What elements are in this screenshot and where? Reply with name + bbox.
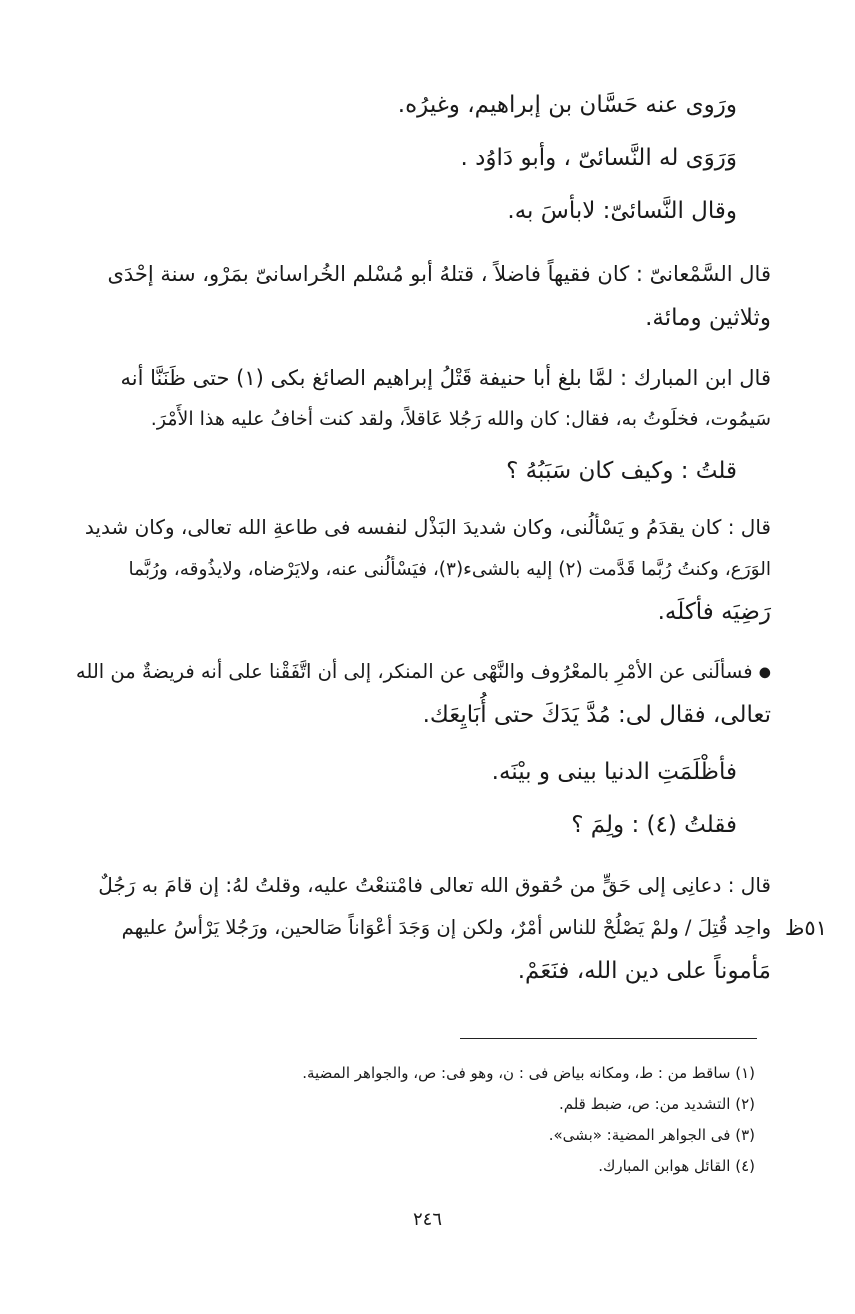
footnote: (٢) التشديد من: ص، ضبط قلم. xyxy=(558,1095,755,1113)
text-line: الوَرَع، وكنتُ رُبَّما قَدَّمت (٢) إليه بالشىء(٣)، فيَسْألُنى عنه، ولايَرْضاه، ولايذُوقه، ورُبَّما xyxy=(128,559,771,580)
text-line xyxy=(76,657,771,688)
footnote: (٣) فى الجواهر المضية: «بشى». xyxy=(548,1126,755,1144)
text-line: وَرَوَى له النَّسائىّ ، وأبو دَاوُد . xyxy=(460,145,737,171)
footnote-divider xyxy=(460,1038,757,1039)
text-line: وثلاثين ومائة. xyxy=(645,305,771,331)
footnote: (٤) القائل هوابن المبارك. xyxy=(598,1157,755,1175)
text-line: واحِد قُتِلَ / ولمْ يَصْلُحْ للناس أمْرٌ، ولكن إن وَجَدَ أعْوَاناً صَالحين، ورَجُلا يَرْأسُ عليهم xyxy=(121,916,771,939)
text-line: قال : دعانِى إلى حَقٍّ من حُقوق الله تعالى فامْتنعْتُ عليه، وقلتُ لهُ: إن قامَ به رَجُلٌ xyxy=(98,873,771,897)
text-line: رَضِيَه فأكلَه. xyxy=(657,599,771,625)
text-line: وقال النَّسائىّ: لابأسَ به. xyxy=(507,198,737,224)
text-line: مَأموناً على دين الله، فنَعَمْ. xyxy=(517,958,771,984)
text-line: ورَوى عنه حَسَّان بن إبراهيم، وغيرُه. xyxy=(397,92,737,118)
text-line: سَيمُوت، فخلَوتُ به، فقال: كان والله رَجُلا عَاقلاً، ولقد كنت أخافُ عليه هذا الأَمْرَ. xyxy=(150,408,771,430)
text-line: فأظْلَمَتِ الدنيا بينى و بيْنَه. xyxy=(491,759,737,785)
footnote: (١) ساقط من : ط، ومكانه بياض فى : ن، وهو فى: ص، والجواهر المضية. xyxy=(302,1064,755,1082)
bullet-icon: ● xyxy=(758,664,771,681)
paragraph-text: فسألَنى عن الأمْرِ بالمعْرُوف والنَّهْى عن المنكر، إلى أن اتَّفَقْنا على أنه فريضةٌ من الله xyxy=(75,660,753,683)
text-line: فقلتُ (٤) : ولِمَ ؟ xyxy=(571,812,737,838)
text-line: قال ابن المبارك : لمَّا بلغ أبا حنيفة قَتْلُ إبراهيم الصائغ بكى (١) حتى ظَنَنَّا أنه xyxy=(120,366,771,390)
text-line: قلتُ : وكيف كان سَبَبُهُ ؟ xyxy=(506,458,737,484)
text-line: قال : كان يقدَمُ و يَسْألُنى، وكان شديدَ البَذْل لنفسه فى طاعةِ الله تعالى، وكان شديد xyxy=(84,515,771,539)
text-line: قال السَّمْعانىّ : كان فقيهاً فاضلاً ، قتلهُ أبو مُسْلم الخُراسانىّ بمَرْو، سنة إحْدَى xyxy=(107,262,771,286)
margin-folio-note: ٥١ظ xyxy=(785,916,827,940)
page-number: ٢٤٦ xyxy=(412,1209,442,1230)
text-line: تعالى، فقال لى: مُدَّ يَدَكَ حتى أُبَايِعَك. xyxy=(422,702,771,728)
